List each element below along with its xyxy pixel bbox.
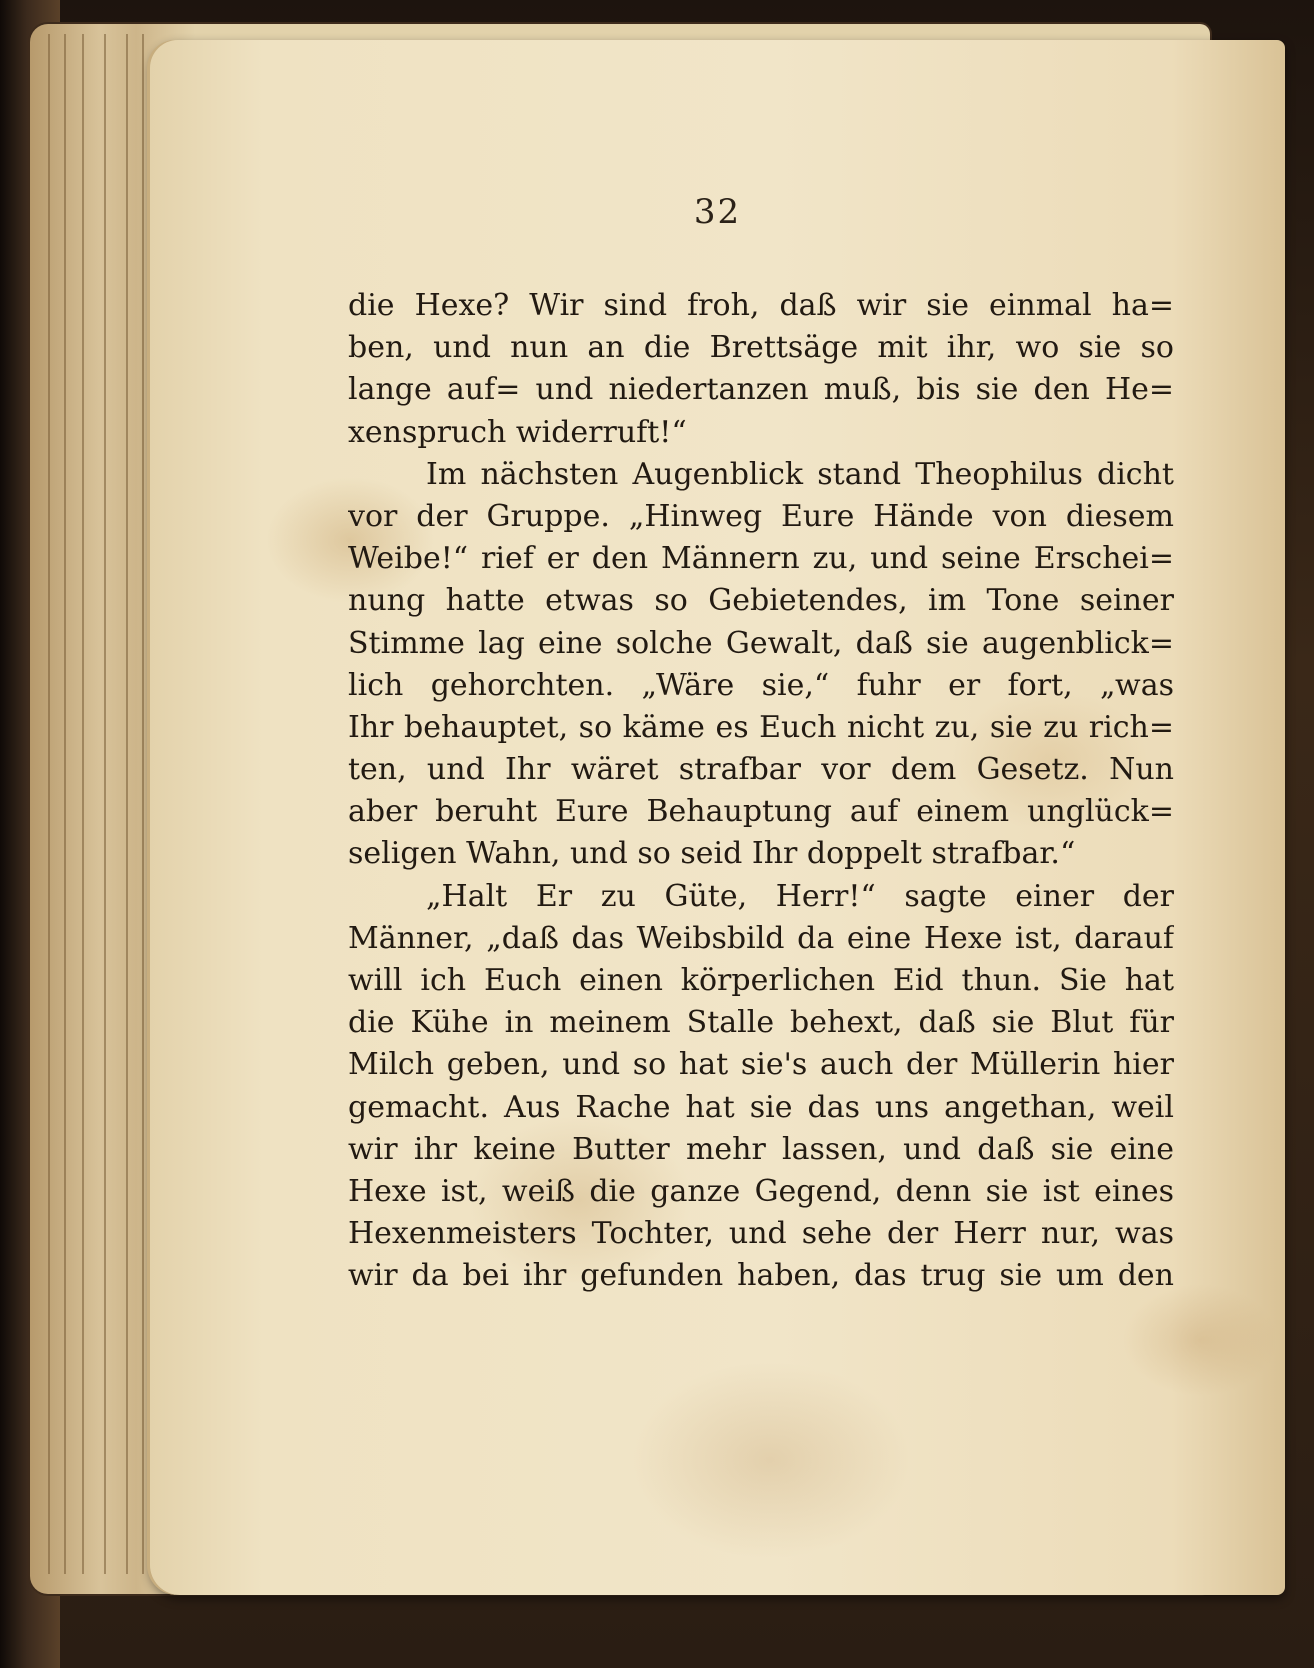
text-line: ten, und Ihr wäret strafbar vor dem Gesetz. Nun bbox=[348, 752, 1174, 788]
text-line: vor der Gruppe. „Hinweg Eure Hände von diesem bbox=[348, 498, 1174, 534]
text-line: seligen Wahn, und so seid Ihr doppelt strafbar.“ bbox=[348, 836, 1076, 872]
text-line: xenspruch widerruft!“ bbox=[348, 414, 687, 450]
text-line: die Kühe in meinem Stalle behext, daß sie Blut für bbox=[348, 1005, 1174, 1041]
text-line: aber beruht Eure Behauptung auf einem unglück= bbox=[348, 794, 1174, 830]
text-line: Weibe!“ rief er den Männern zu, und seine Erschei= bbox=[348, 541, 1174, 577]
text-line: Männer, „daß das Weibsbild da eine Hexe ist, darauf bbox=[348, 920, 1174, 956]
book-page bbox=[150, 40, 1285, 1595]
text-line: wir ihr keine Butter mehr lassen, und daß sie eine bbox=[348, 1131, 1174, 1167]
text-line: will ich Euch einen körperlichen Eid thun. Sie hat bbox=[348, 963, 1174, 998]
text-line: Milch geben, und so hat sie's auch der Müllerin hier bbox=[348, 1047, 1174, 1083]
text-line: Hexenmeisters Tochter, und sehe der Herr nur, was bbox=[348, 1216, 1174, 1252]
page-number: 32 bbox=[693, 192, 742, 232]
text-line: Im nächsten Augenblick stand Theophilus dicht bbox=[426, 456, 1174, 492]
text-line: Hexe ist, weiß die ganze Gegend, denn sie ist eines bbox=[348, 1173, 1174, 1209]
text-line: die Hexe? Wir sind froh, daß wir sie einmal ha= bbox=[348, 288, 1174, 323]
text-line: wir da bei ihr gefunden haben, das trug sie um den bbox=[348, 1258, 1174, 1294]
text-line: Ihr behauptet, so käme es Euch nicht zu, sie zu rich= bbox=[348, 709, 1174, 745]
text-line: lange auf= und niedertanzen muß, bis sie den He= bbox=[348, 372, 1174, 408]
text-line: nung hatte etwas so Gebietendes, im Tone seiner bbox=[348, 583, 1174, 619]
text-line: Stimme lag eine solche Gewalt, daß sie augenblick= bbox=[348, 625, 1174, 661]
text-line: gemacht. Aus Rache hat sie das uns angethan, weil bbox=[348, 1089, 1174, 1125]
text-line: lich gehorchten. „Wäre sie,“ fuhr er fort, „was bbox=[348, 667, 1174, 703]
page-text bbox=[348, 285, 1174, 1298]
text-line: „Halt Er zu Güte, Herr!“ sagte einer der bbox=[426, 878, 1174, 914]
text-line: ben, und nun an die Brettsäge mit ihr, wo sie so bbox=[348, 330, 1174, 366]
